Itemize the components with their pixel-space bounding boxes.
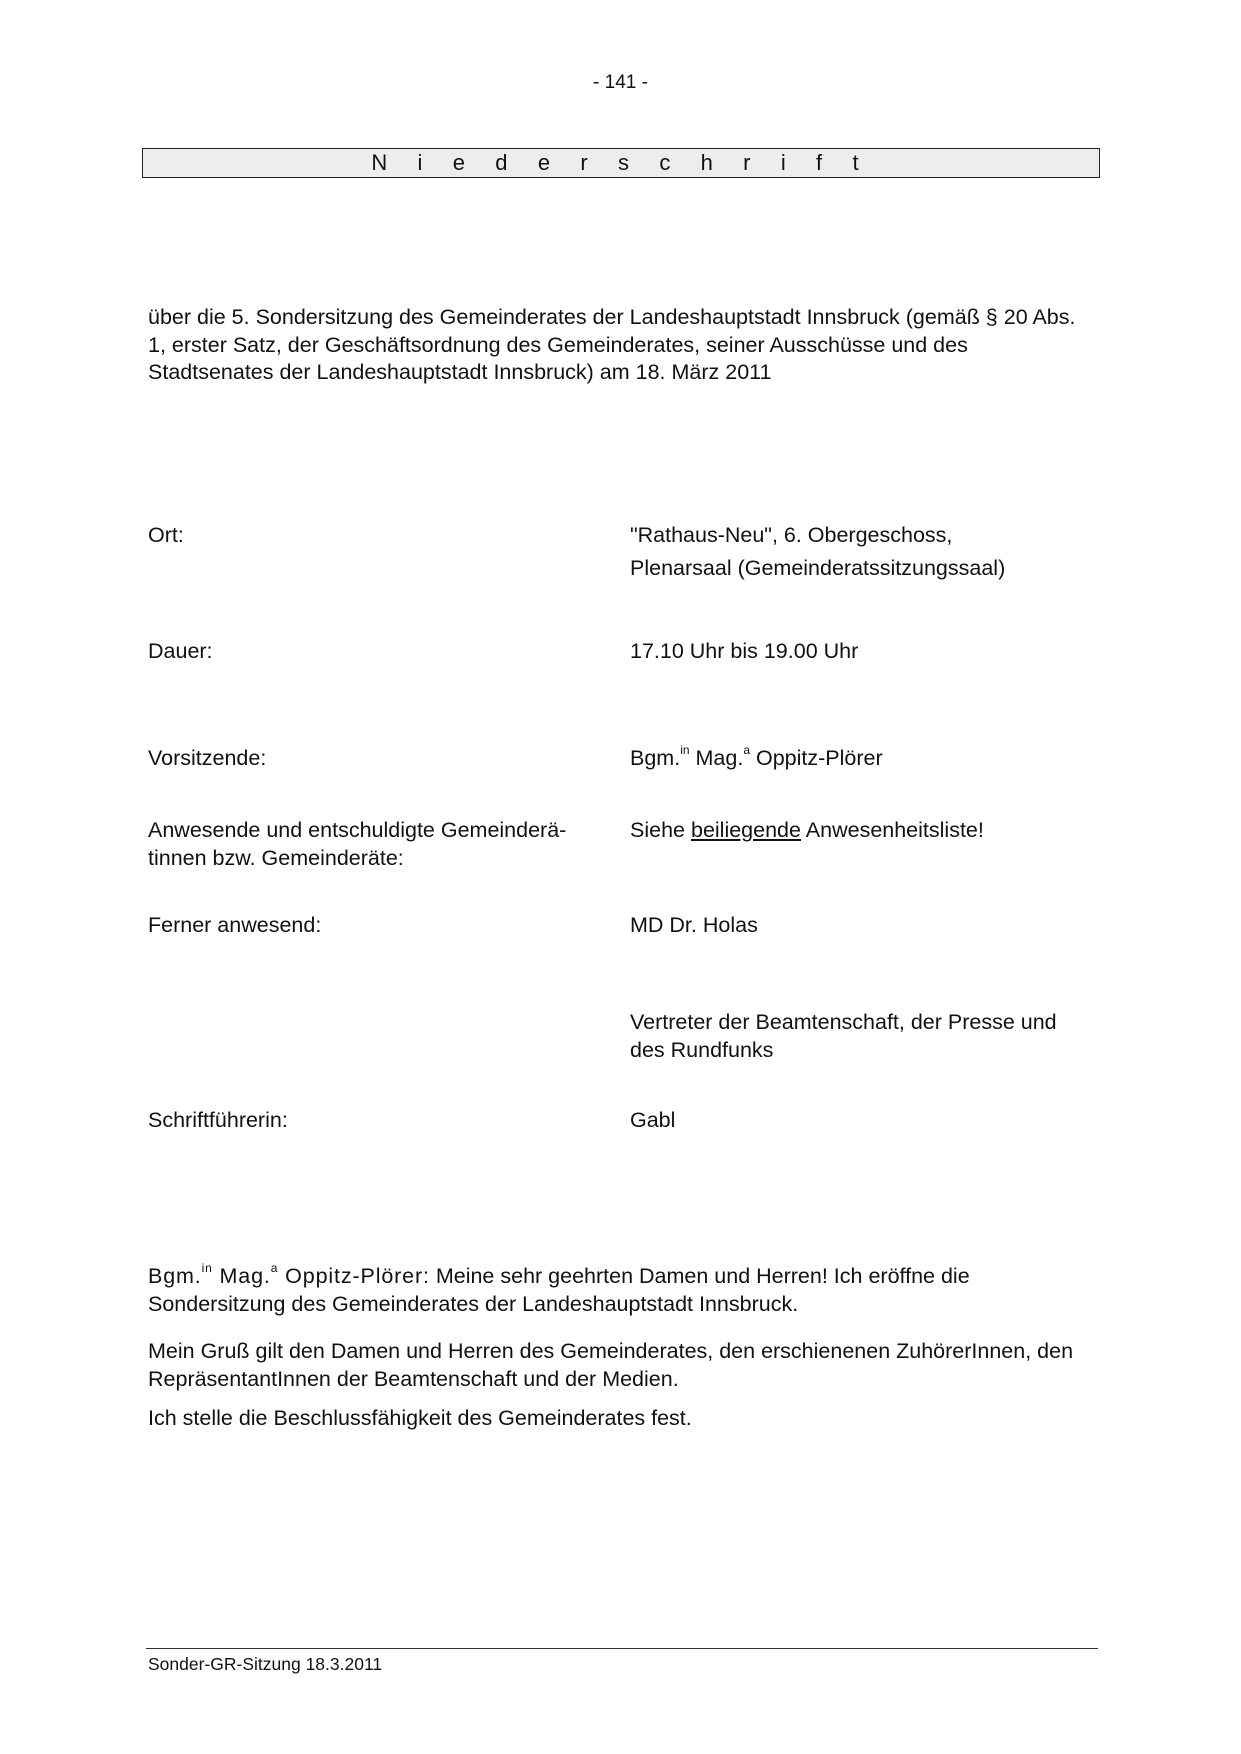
speech-paragraph-3: Ich stelle die Beschlussfähigkeit des Gemeinderates fest. xyxy=(148,1406,692,1430)
value-anwesende xyxy=(630,817,1100,845)
speaker-sup-in: in xyxy=(201,1260,213,1275)
footer-divider xyxy=(146,1648,1098,1649)
speech-text-1: Meine sehr geehrten Damen und Herren! Ich eröffne die Sondersitzung des Gemeinderates der Landeshauptstadt Innsbruck. xyxy=(148,1264,970,1316)
speech-paragraph-1 xyxy=(148,1260,1098,1318)
sup-in: in xyxy=(680,742,690,757)
value-ferner-1: MD Dr. Holas xyxy=(630,913,758,937)
speaker-name: Oppitz-Plörer: xyxy=(285,1264,430,1288)
label-anwesende-line1: Anwesende und entschuldigte Gemeinderä- xyxy=(148,818,567,842)
label-anwesende xyxy=(148,817,608,872)
label-ferner: Ferner anwesend: xyxy=(148,913,322,937)
value-schriftfuehrerin: Gabl xyxy=(630,1108,676,1132)
label-ort: Ort: xyxy=(148,523,184,547)
value-ort-line1: "Rathaus-Neu", 6. Obergeschoss, xyxy=(630,523,953,547)
label-schriftfuehrerin: Schriftführerin: xyxy=(148,1108,288,1132)
value-anwesende-prefix: Siehe xyxy=(630,818,685,842)
speaker-bgm: Bgm. xyxy=(148,1264,202,1288)
value-vorsitzende xyxy=(630,742,1100,773)
label-anwesende-line2: tinnen bzw. Gemeinderäte: xyxy=(148,845,404,870)
page-number: - 141 - xyxy=(593,72,648,93)
value-anwesende-underlined: beiliegende xyxy=(690,818,801,842)
label-dauer: Dauer: xyxy=(148,639,213,663)
value-ort xyxy=(630,519,1100,585)
title-mag: Mag. xyxy=(695,746,744,770)
intro-paragraph: über die 5. Sondersitzung des Gemeinderates der Landeshauptstadt Innsbruck (gemäß § 20 Abs. 1, erster Satz, der Geschäftsordnung des Gemeinderates, seiner Ausschüsse und des Stadtsenates der Landeshauptstadt Innsbruck) am 18. März 2011 xyxy=(148,305,1076,384)
value-dauer: 17.10 Uhr bis 19.00 Uhr xyxy=(630,639,859,663)
sup-a: a xyxy=(743,742,751,757)
chair-name: Oppitz-Plörer xyxy=(756,746,883,770)
title-bgm: Bgm. xyxy=(630,746,681,770)
value-ferner-2: Vertreter der Beamtenschaft, der Presse und des Rundfunks xyxy=(630,1010,1057,1062)
value-ort-line2: Plenarsaal (Gemeinderatssitzungssaal) xyxy=(630,556,1006,580)
document-title: N i e d e r s c h r i f t xyxy=(142,148,1100,178)
label-vorsitzende: Vorsitzende: xyxy=(148,746,267,770)
speaker-mag: Mag. xyxy=(219,1264,271,1288)
value-anwesende-suffix: Anwesenheitsliste! xyxy=(805,818,984,842)
speaker xyxy=(148,1260,430,1288)
speech-paragraph-2: Mein Gruß gilt den Damen und Herren des Gemeinderates, den erschienenen ZuhörerInnen, den RepräsentantInnen der Beamtenschaft und der Medien. xyxy=(148,1339,1074,1391)
speaker-sup-a: a xyxy=(270,1260,279,1275)
footer-text: Sonder-GR-Sitzung 18.3.2011 xyxy=(148,1654,383,1674)
